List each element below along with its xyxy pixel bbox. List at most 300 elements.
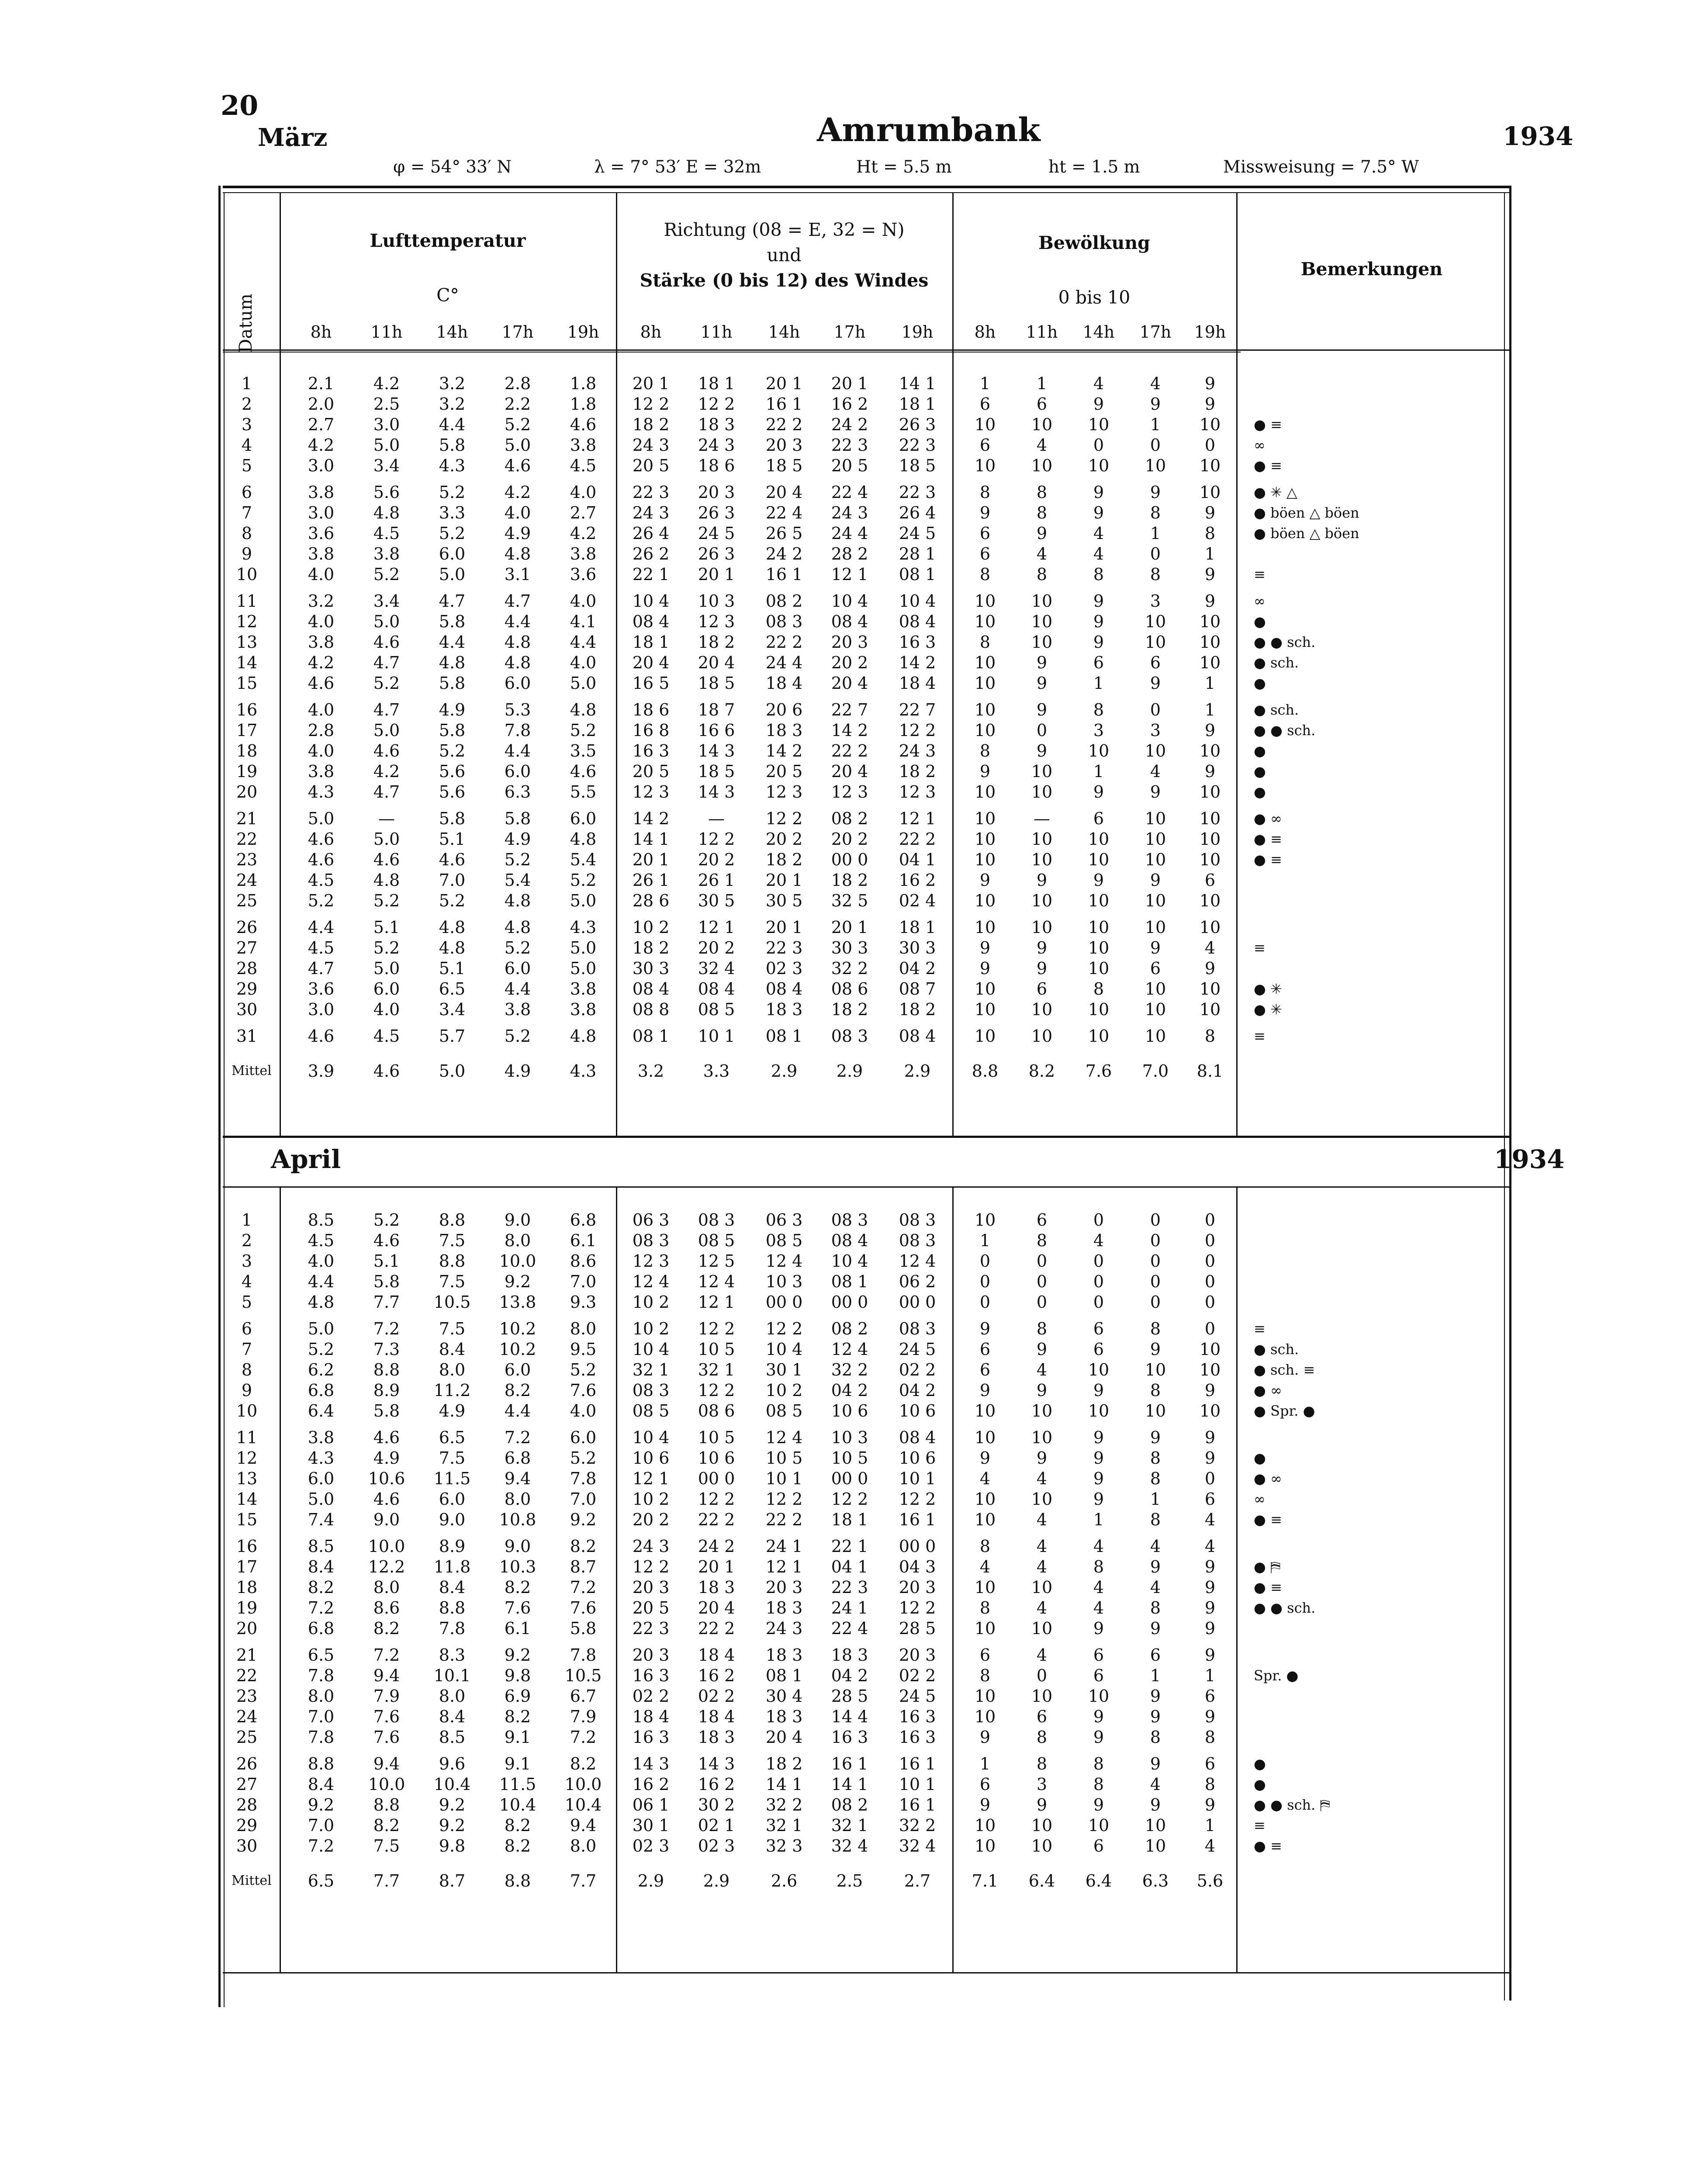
day-number: 18 — [236, 1578, 258, 1597]
temperature-cell: 2.7 — [308, 415, 335, 434]
wind-cell: 32 4 — [899, 1836, 936, 1856]
mean-temperature: 4.3 — [570, 1061, 597, 1081]
temperature-cell: 5.0 — [373, 612, 400, 631]
month-title-april: April — [271, 1144, 341, 1174]
temperature-cell: 10.4 — [564, 1795, 602, 1814]
temperature-cell: 4.8 — [504, 918, 531, 937]
wind-cell: 10 6 — [899, 1401, 936, 1420]
mean-cloud: 8.8 — [972, 1061, 999, 1081]
mean-cloud: 6.4 — [1028, 1871, 1055, 1890]
wind-cell: 18 1 — [899, 394, 936, 414]
wind-cell: 26 3 — [698, 503, 735, 522]
wind-cell: 26 4 — [632, 524, 670, 543]
cloud-cell: 10 — [1088, 1360, 1110, 1379]
wind-cell: 16 3 — [632, 1728, 670, 1747]
cloud-cell: 10 — [1199, 979, 1221, 999]
temperature-cell: 5.1 — [439, 959, 466, 978]
temperature-cell: 5.0 — [308, 1489, 335, 1509]
wind-cell: 20 3 — [632, 1578, 670, 1597]
wind-cell: 18 5 — [899, 456, 936, 475]
temperature-cell: 4.9 — [504, 829, 531, 849]
wind-cell: 12 2 — [831, 1489, 868, 1509]
wind-cell: 14 1 — [632, 829, 670, 849]
temperature-cell: 4.2 — [308, 653, 335, 672]
wind-cell: 14 2 — [765, 741, 803, 760]
day-number: 1 — [241, 374, 252, 393]
month-title-march: März — [258, 123, 328, 152]
wind-cell: 12 3 — [765, 782, 803, 802]
cloud-cell: 9 — [1036, 741, 1048, 760]
temperature-cell: 7.0 — [308, 1707, 335, 1726]
cloud-cell: 0 — [1204, 1272, 1216, 1291]
cloud-cell: 9 — [1204, 762, 1216, 781]
temperature-cell: 5.0 — [439, 565, 466, 584]
cloud-cell: 9 — [1204, 1557, 1216, 1576]
temperature-cell: 7.8 — [308, 1666, 335, 1685]
wind-cell: 02 2 — [698, 1686, 735, 1706]
temperature-cell: 4.9 — [439, 700, 466, 719]
temperature-cell: 6.5 — [308, 1645, 335, 1665]
cloud-cell: 9 — [1093, 483, 1104, 502]
wind-cell: 20 2 — [831, 653, 868, 672]
wind-cell: 22 7 — [899, 700, 936, 719]
wind-cell: 20 3 — [632, 1645, 670, 1665]
temperature-cell: 4.8 — [439, 653, 466, 672]
temperature-cell: 9.0 — [373, 1510, 400, 1529]
cloud-cell: 10 — [1031, 1578, 1053, 1597]
temperature-cell: 3.5 — [570, 741, 597, 760]
cloud-cell: 4 — [1036, 435, 1048, 455]
wind-cell: 32 2 — [765, 1795, 803, 1814]
temperature-cell: 6.8 — [570, 1210, 597, 1230]
cloud-cell: 10 — [1199, 782, 1221, 802]
temperature-cell: 4.0 — [308, 565, 335, 584]
temperature-cell: 10.2 — [499, 1319, 536, 1338]
wind-cell: 20 2 — [632, 1510, 670, 1529]
temperature-cell: 8.5 — [308, 1537, 335, 1556]
cloud-cell: 1 — [1150, 1489, 1161, 1509]
remark-cell: ● sch. ≡ — [1254, 1362, 1315, 1378]
wind-cell: 08 6 — [831, 979, 868, 999]
temperature-cell: 5.0 — [373, 959, 400, 978]
wind-cell: 12 1 — [698, 1292, 735, 1312]
wind-cell: 08 4 — [899, 612, 936, 631]
mean-wind: 2.5 — [836, 1871, 863, 1890]
temperature-cell: 8.0 — [439, 1686, 466, 1706]
wind-cell: 00 0 — [899, 1292, 936, 1312]
wind-cell: 20 4 — [632, 653, 670, 672]
wind-cell: 04 1 — [899, 850, 936, 869]
cloud-cell: 10 — [974, 700, 996, 719]
mean-cloud: 6.3 — [1142, 1871, 1169, 1890]
temperature-cell: 7.9 — [373, 1686, 400, 1706]
temperature-cell: 6.0 — [373, 979, 400, 999]
temperature-cell: 4.2 — [373, 762, 400, 781]
temperature-cell: 4.8 — [504, 891, 531, 910]
temperature-cell: 4.6 — [373, 1428, 400, 1447]
temperature-cell: 4.4 — [439, 415, 466, 434]
temperature-cell: 4.2 — [373, 374, 400, 393]
wind-cell: 18 3 — [698, 1728, 735, 1747]
right-rule-thin — [1504, 192, 1505, 2001]
cloud-cell: 0 — [1204, 1231, 1216, 1250]
cloud-cell: 9 — [1204, 565, 1216, 584]
cloud-cell: 9 — [1150, 394, 1161, 414]
temperature-cell: 6.4 — [308, 1401, 335, 1420]
cloud-cell: 8 — [1093, 1754, 1104, 1773]
wind-cell: 08 3 — [831, 1210, 868, 1230]
cloud-cell: 10 — [1088, 1401, 1110, 1420]
cloud-cell: 10 — [1031, 1816, 1053, 1835]
wind-cell: 14 2 — [632, 809, 670, 828]
wind-cell: 12 4 — [899, 1251, 936, 1271]
temperature-cell: 7.4 — [308, 1510, 335, 1529]
temperature-cell: 7.6 — [570, 1381, 597, 1400]
cloud-cell: 0 — [1150, 1251, 1161, 1271]
cloud-cell: 8 — [1036, 1319, 1048, 1338]
temperature-cell: 4.2 — [504, 483, 531, 502]
temperature-cell: 8.8 — [439, 1251, 466, 1271]
temperature-cell: 4.7 — [373, 782, 400, 802]
cloud-cell: 6 — [1036, 979, 1048, 999]
cloud-cell: 9 — [1150, 674, 1161, 693]
cloud-cell: 8 — [979, 565, 991, 584]
wind-cell: 18 3 — [831, 1645, 868, 1665]
wind-cell: 12 2 — [698, 1319, 735, 1338]
temperature-cell: 7.8 — [504, 721, 531, 740]
wind-cell: 12 2 — [765, 1319, 803, 1338]
temperature-cell: 3.8 — [308, 632, 335, 652]
cloud-cell: 9 — [1093, 1489, 1104, 1509]
wind-cell: 08 3 — [899, 1231, 936, 1250]
temperature-cell: 4.8 — [504, 632, 531, 652]
temperature-cell: 4.4 — [504, 612, 531, 631]
cloud-cell: 8 — [1093, 1557, 1104, 1576]
wind-cell: 32 2 — [831, 1360, 868, 1379]
wind-cell: 16 1 — [765, 565, 803, 584]
temperature-cell: 7.0 — [308, 1816, 335, 1835]
wind-cell: 20 1 — [698, 565, 735, 584]
wind-cell: 18 2 — [698, 632, 735, 652]
temperature-cell: 8.4 — [308, 1557, 335, 1576]
mean-temperature: 4.6 — [373, 1061, 400, 1081]
wind-cell: 20 4 — [765, 1728, 803, 1747]
cloud-cell: 1 — [1150, 524, 1161, 543]
cloud-cell: 6 — [1036, 394, 1048, 414]
temperature-cell: 4.5 — [373, 1026, 400, 1046]
cloud-cell: 10 — [1145, 1401, 1166, 1420]
temperature-cell: 4.4 — [308, 1272, 335, 1291]
cloud-cell: 6 — [979, 394, 991, 414]
temperature-cell: 8.3 — [439, 1645, 466, 1665]
cloud-cell: 10 — [1145, 809, 1166, 828]
temperature-cell: 5.2 — [439, 524, 466, 543]
temperature-cell: 7.5 — [439, 1231, 466, 1250]
wind-cell: 00 0 — [698, 1469, 735, 1488]
wind-cell: 02 3 — [632, 1836, 670, 1856]
cloud-cell: 10 — [1199, 1000, 1221, 1019]
wind-cell: 08 1 — [765, 1026, 803, 1046]
temperature-cell: 5.0 — [308, 1319, 335, 1338]
day-number: 10 — [236, 1401, 258, 1420]
cloud-cell: 9 — [1150, 1754, 1161, 1773]
temperature-cell: 5.8 — [439, 674, 466, 693]
cloud-cell: 6 — [1204, 871, 1216, 890]
day-number: 5 — [241, 1292, 252, 1312]
longitude: λ = 7° 53′ E = 32m — [594, 157, 761, 177]
wind-cell: 18 4 — [899, 674, 936, 693]
temperature-cell: 5.6 — [439, 782, 466, 802]
cloud-cell: 9 — [1150, 871, 1161, 890]
temperature-cell: 4.3 — [308, 782, 335, 802]
wind-cell: 30 3 — [632, 959, 670, 978]
wind-cell: 18 3 — [765, 1707, 803, 1726]
remark-cell: ● — [1254, 613, 1266, 630]
temperature-cell: 4.2 — [570, 524, 597, 543]
wind-cell: 24 5 — [899, 1686, 936, 1706]
remark-cell: ● böen △ böen — [1254, 505, 1359, 521]
day-number: 28 — [236, 959, 258, 978]
temperature-cell: 4.8 — [439, 938, 466, 957]
wind-cell: 22 1 — [632, 565, 670, 584]
cloud-cell: 9 — [979, 1795, 991, 1814]
wind-cell: 24 5 — [698, 524, 735, 543]
hour-label: 19h — [1194, 322, 1226, 342]
wind-cell: 08 4 — [831, 1231, 868, 1250]
remark-cell: ● ≡ — [1254, 457, 1282, 474]
cloud-cell: 10 — [1199, 1340, 1221, 1359]
cloud-cell: 1 — [1093, 1510, 1104, 1529]
day-number: 21 — [236, 1645, 258, 1665]
remark-cell: ∞ — [1254, 437, 1266, 453]
day-number: 17 — [236, 721, 258, 740]
wind-cell: 18 2 — [632, 415, 670, 434]
wind-cell: 22 3 — [632, 483, 670, 502]
temperature-cell: 3.2 — [439, 394, 466, 414]
wind-cell: 08 4 — [632, 979, 670, 999]
day-number: 17 — [236, 1557, 258, 1576]
temperature-cell: 3.4 — [373, 591, 400, 611]
wind-cell: 02 2 — [632, 1686, 670, 1706]
wind-cell: 20 3 — [899, 1645, 936, 1665]
mean-temperature: 5.0 — [439, 1061, 466, 1081]
cloud-cell: 0 — [1150, 700, 1161, 719]
cloud-cell: 0 — [1093, 435, 1104, 455]
temperature-cell: 5.5 — [570, 782, 597, 802]
wind-cell: 12 3 — [899, 782, 936, 802]
wind-cell: 18 4 — [765, 674, 803, 693]
wind-cell: 12 2 — [899, 721, 936, 740]
cloud-cell: 9 — [1204, 721, 1216, 740]
page-number: 20 — [221, 90, 259, 121]
remark-cell: Spr. ● — [1254, 1667, 1299, 1684]
temperature-cell: 8.6 — [570, 1251, 597, 1271]
cloud-cell: 10 — [1088, 1000, 1110, 1019]
temperature-cell: 9.2 — [570, 1510, 597, 1529]
wind-cell: 12 3 — [698, 612, 735, 631]
cloud-cell: 6 — [1150, 653, 1161, 672]
day-number: 16 — [236, 1537, 258, 1556]
cloud-cell: 4 — [1150, 1775, 1161, 1794]
cloud-cell: 9 — [1204, 591, 1216, 611]
day-number: 11 — [236, 1428, 258, 1447]
wind-cell: 22 3 — [831, 1578, 868, 1597]
hour-label: 11h — [700, 322, 733, 342]
temperature-cell: 3.3 — [439, 503, 466, 522]
wind-cell: 10 4 — [899, 591, 936, 611]
wind-cell: 08 5 — [765, 1401, 803, 1420]
wind-cell: 10 4 — [632, 1428, 670, 1447]
cloud-cell: 9 — [1150, 1340, 1161, 1359]
cloud-cell: 10 — [1199, 1401, 1221, 1420]
remark-cell: ● ● sch. ⛿ — [1254, 1797, 1330, 1813]
wind-cell: 20 1 — [765, 374, 803, 393]
temperature-cell: 4.6 — [308, 829, 335, 849]
temperature-cell: 2.8 — [308, 721, 335, 740]
temperature-cell: 8.2 — [308, 1578, 335, 1597]
temperature-cell: 3.8 — [570, 1000, 597, 1019]
temperature-cell: 2.0 — [308, 394, 335, 414]
wind-cell: 08 4 — [632, 612, 670, 631]
cloud-cell: 6 — [1204, 1686, 1216, 1706]
col-divider — [952, 1188, 954, 1972]
cloud-cell: 10 — [1031, 891, 1053, 910]
wind-cell: 16 2 — [831, 394, 868, 414]
cloud-cell: 4 — [1093, 544, 1104, 563]
day-number: 2 — [241, 1231, 252, 1250]
wind-header-line3: Stärke (0 bis 12) des Windes — [640, 270, 929, 291]
wind-cell: 24 1 — [831, 1598, 868, 1617]
cloud-cell: 9 — [1036, 871, 1048, 890]
wind-cell: 16 1 — [899, 1754, 936, 1773]
wind-cell: 26 1 — [632, 871, 670, 890]
temperature-cell: 6.3 — [504, 782, 531, 802]
temperature-cell: 8.2 — [570, 1537, 597, 1556]
temperature-cell: 1.8 — [570, 394, 597, 414]
cloud-cell: 10 — [1199, 1360, 1221, 1379]
mean-cloud: 7.0 — [1142, 1061, 1169, 1081]
temperature-cell: 5.8 — [373, 1401, 400, 1420]
wind-cell: 32 3 — [765, 1836, 803, 1856]
wind-cell: 20 2 — [831, 829, 868, 849]
wind-cell: 06 1 — [632, 1795, 670, 1814]
temperature-cell: 4.7 — [504, 591, 531, 611]
temperature-cell: 6.5 — [439, 979, 466, 999]
cloud-cell: 4 — [1150, 374, 1161, 393]
temperature-cell: 4.4 — [308, 918, 335, 937]
remark-cell: ● sch. — [1254, 654, 1299, 671]
wind-cell: 22 7 — [831, 700, 868, 719]
temperature-cell: 7.3 — [373, 1340, 400, 1359]
wind-cell: 30 4 — [765, 1686, 803, 1706]
remark-cell: ● — [1254, 1755, 1266, 1772]
cloud-cell: 4 — [1036, 1360, 1048, 1379]
wind-cell: 30 5 — [765, 891, 803, 910]
mean-wind: 2.7 — [904, 1871, 931, 1890]
temperature-cell: 9.2 — [439, 1816, 466, 1835]
temperature-cell: 7.8 — [439, 1619, 466, 1638]
temperature-cell: 4.3 — [439, 456, 466, 475]
day-number: 22 — [236, 1666, 258, 1685]
cloud-cell: 1 — [979, 374, 991, 393]
remark-cell: ● — [1254, 763, 1266, 780]
cloud-cell: 10 — [1199, 829, 1221, 849]
col-divider — [616, 192, 617, 1136]
cloud-cell: 6 — [979, 544, 991, 563]
cloud-cell: 0 — [1036, 1666, 1048, 1685]
temperature-cell: 4.4 — [570, 632, 597, 652]
wind-cell: 10 5 — [831, 1448, 868, 1468]
remark-cell: ● ≡ — [1254, 416, 1282, 433]
temperature-cell: 4.6 — [308, 850, 335, 869]
cloud-cell: 8 — [1204, 524, 1216, 543]
wind-cell: 24 2 — [831, 415, 868, 434]
temperature-cell: 7.2 — [373, 1645, 400, 1665]
cloud-cell: 8 — [1150, 503, 1161, 522]
temperature-cell: 3.8 — [308, 762, 335, 781]
cloud-cell: 4 — [1093, 374, 1104, 393]
temperature-cell: 4.1 — [570, 612, 597, 631]
day-number: 7 — [241, 503, 252, 522]
temperature-cell: 3.1 — [504, 565, 531, 584]
cloud-cell: 1 — [979, 1754, 991, 1773]
wind-cell: 00 0 — [765, 1292, 803, 1312]
temperature-cell: 6.8 — [308, 1381, 335, 1400]
temperature-cell: 6.0 — [570, 1428, 597, 1447]
cloud-cell: 10 — [1145, 979, 1166, 999]
wind-cell: 06 3 — [632, 1210, 670, 1230]
cloud-cell: 10 — [1031, 1836, 1053, 1856]
wind-cell: 18 3 — [765, 1645, 803, 1665]
temperature-cell: 11.5 — [499, 1775, 536, 1794]
cloud-cell: 6 — [1204, 1489, 1216, 1509]
temperature-cell: 5.8 — [570, 1619, 597, 1638]
wind-cell: 18 1 — [899, 918, 936, 937]
cloud-cell: 4 — [1093, 524, 1104, 543]
wind-cell: 10 4 — [831, 591, 868, 611]
day-number: 9 — [241, 1381, 252, 1400]
cloud-cell: 9 — [979, 1728, 991, 1747]
wind-cell: 10 2 — [632, 1489, 670, 1509]
cloud-cell: 9 — [979, 503, 991, 522]
cloud-cell: 10 — [974, 809, 996, 828]
wind-cell: 32 5 — [831, 891, 868, 910]
mean-wind: 2.9 — [637, 1871, 664, 1890]
temperature-cell: 9.1 — [504, 1728, 531, 1747]
cloud-cell: 9 — [1204, 959, 1216, 978]
wind-cell: 16 5 — [632, 674, 670, 693]
cloud-cell: 10 — [1031, 591, 1053, 611]
cloud-cell: 9 — [1036, 1448, 1048, 1468]
cloud-cell: 4 — [1150, 1537, 1161, 1556]
station-title: Amrumbank — [817, 111, 1041, 149]
wind-cell: 22 2 — [765, 415, 803, 434]
cloud-cell: 9 — [979, 1381, 991, 1400]
temperature-cell: — — [378, 809, 395, 828]
wind-cell: 14 2 — [831, 721, 868, 740]
wind-cell: 14 3 — [698, 741, 735, 760]
cloud-cell: 1 — [1150, 1666, 1161, 1685]
temperature-cell: 8.8 — [308, 1754, 335, 1773]
temperature-cell: 6.0 — [439, 1489, 466, 1509]
temperature-cell: 9.4 — [570, 1816, 597, 1835]
wind-cell: 14 3 — [632, 1754, 670, 1773]
wind-cell: 20 1 — [632, 850, 670, 869]
wind-cell: 24 3 — [632, 1537, 670, 1556]
temperature-cell: 4.6 — [570, 415, 597, 434]
temperature-cell: 6.0 — [570, 809, 597, 828]
wind-cell: 08 3 — [899, 1210, 936, 1230]
